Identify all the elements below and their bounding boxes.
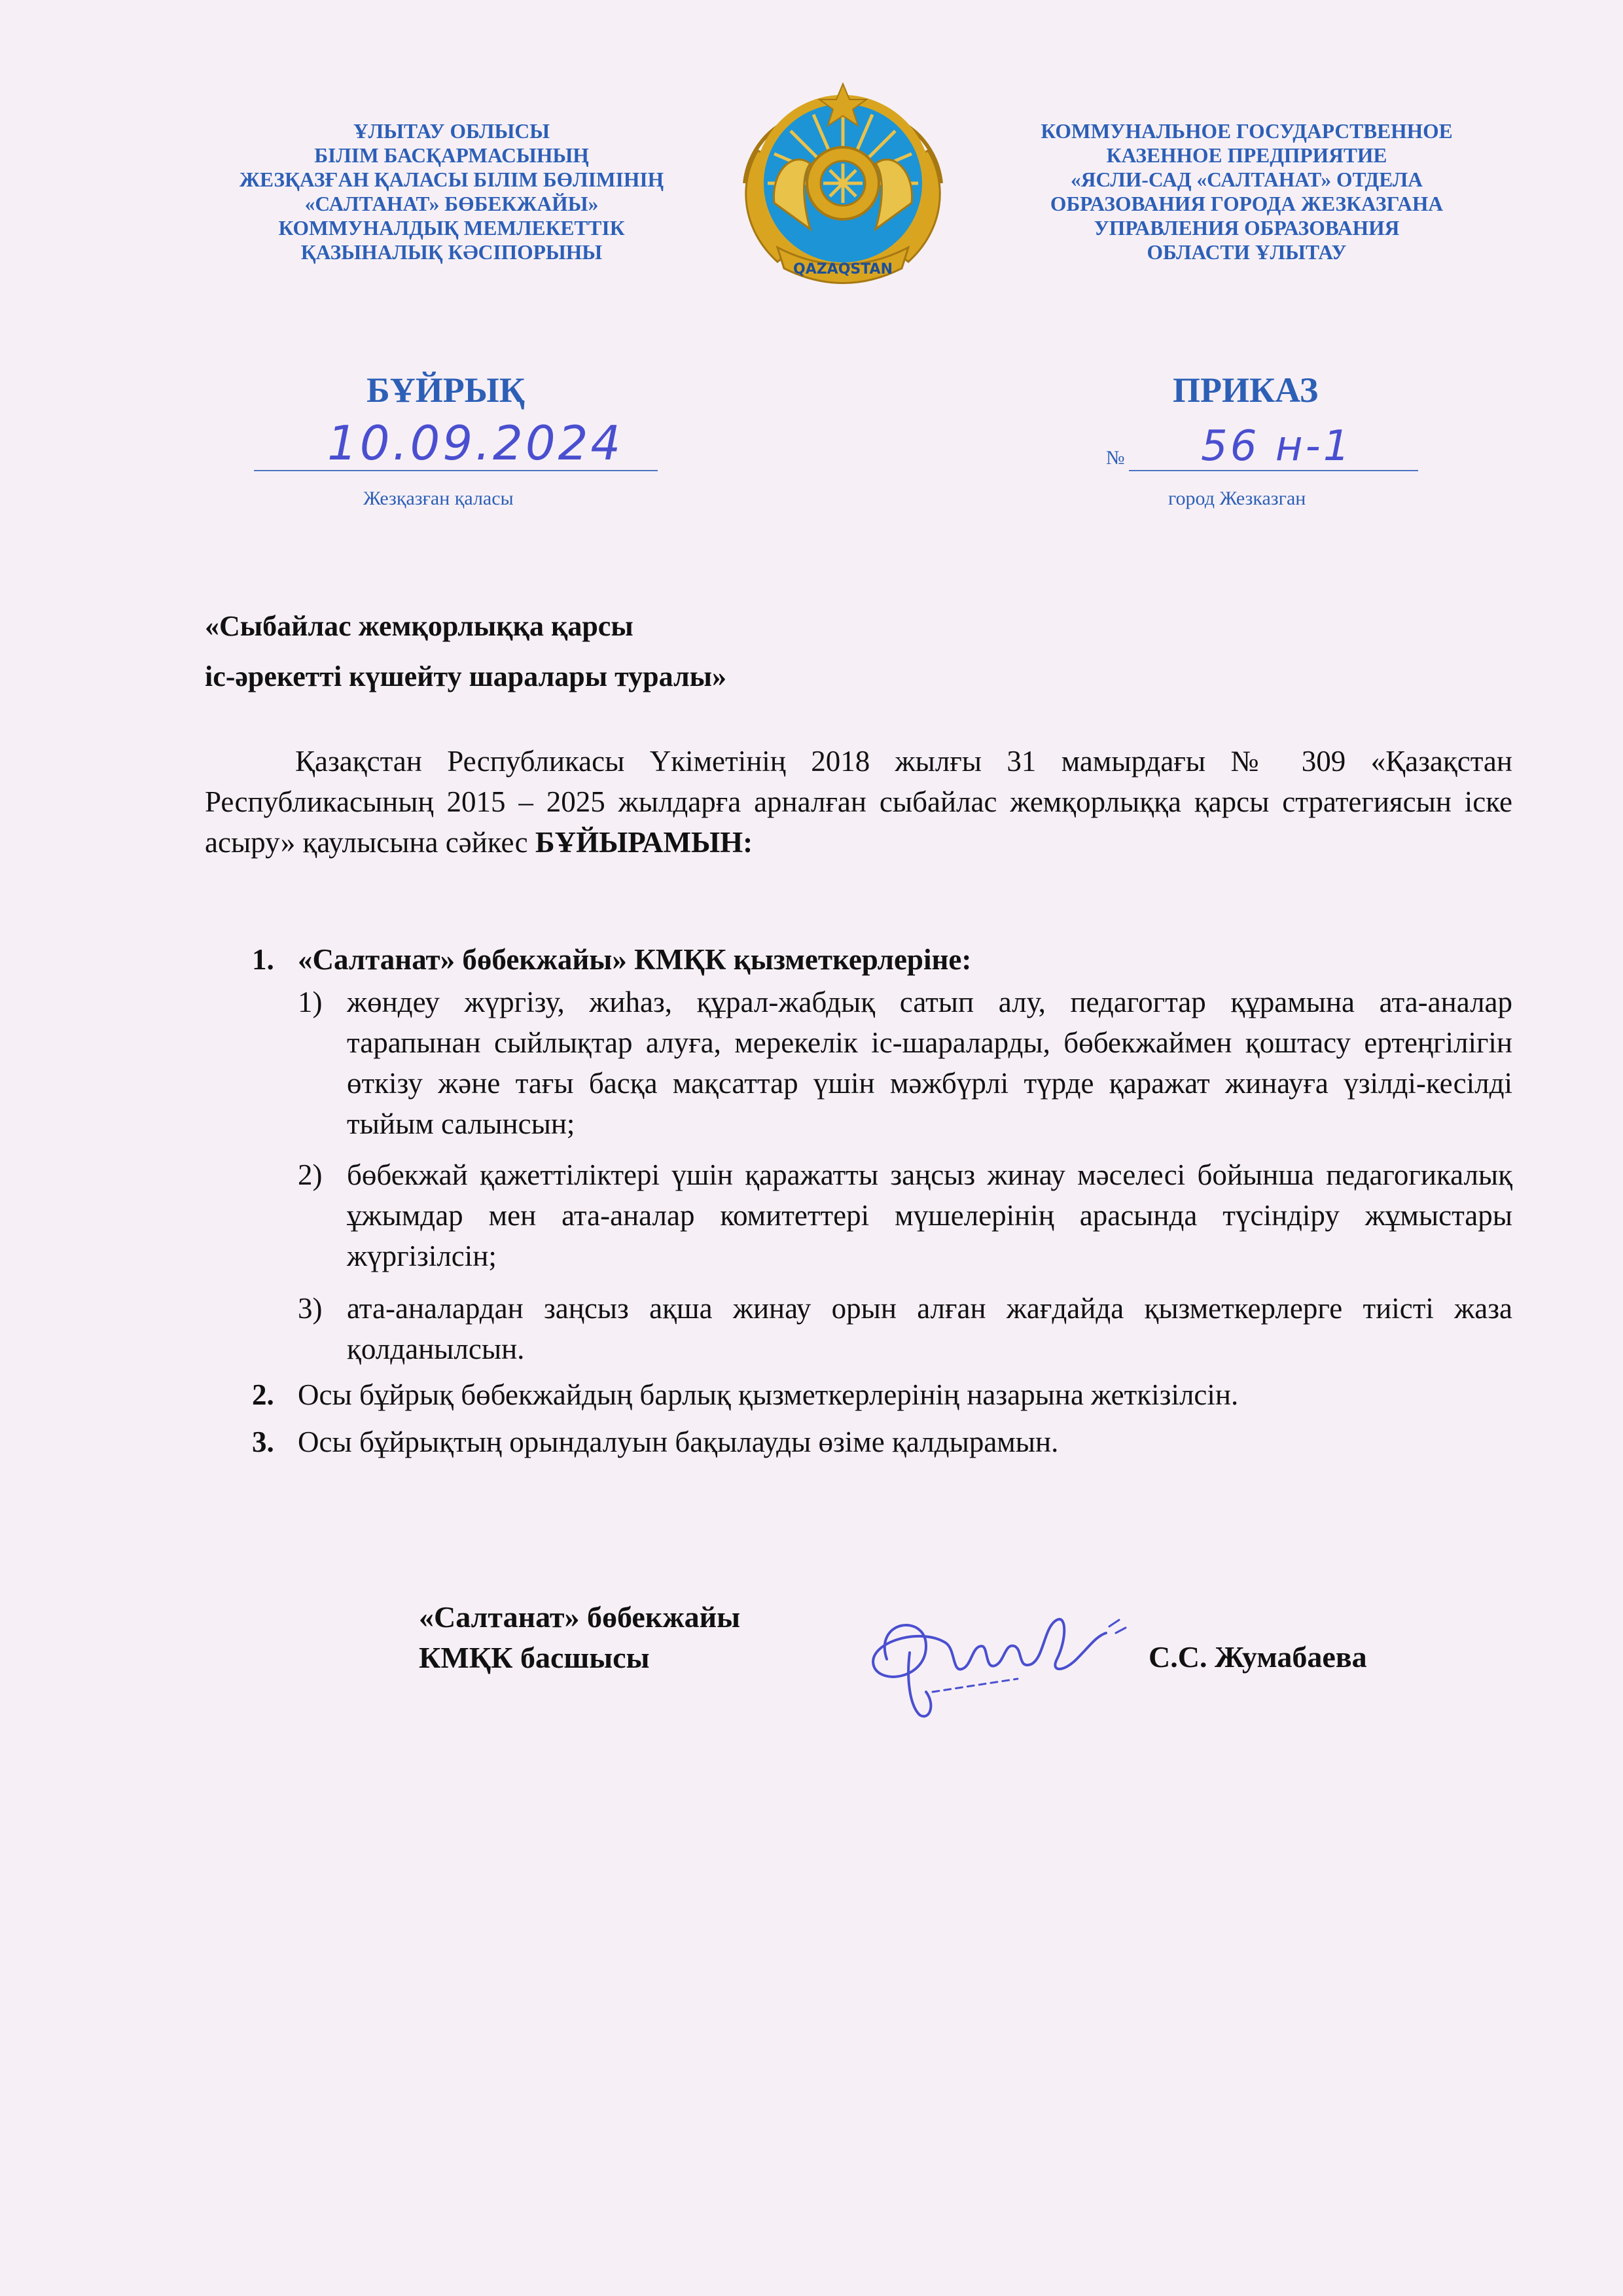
header-kz-line-3: ЖЕЗҚАЗҒАН ҚАЛАСЫ БІЛІМ БӨЛІМІНІҢ — [239, 168, 664, 191]
order-number-sign: № — [1106, 447, 1125, 469]
signatory-line-2: КМҚК басшысы — [419, 1641, 650, 1674]
list-item-3-marker: 3. — [252, 1426, 274, 1458]
handwritten-signature — [847, 1581, 1135, 1731]
order-type-ru: ПРИКАЗ — [1173, 370, 1319, 410]
sub-item-1 — [298, 982, 1512, 1144]
sub-item-1-marker: 1) — [298, 986, 323, 1018]
list-item-2 — [252, 1374, 1515, 1415]
signatory-line-1: «Салтанат» бөбекжайы — [419, 1600, 741, 1634]
preamble-command: БҰЙЫРАМЫН: — [535, 826, 753, 859]
order-title-line-2: іс-әрекетті күшейту шаралары туралы» — [205, 660, 727, 692]
emblem-ribbon-text: QAZAQSTAN — [793, 261, 893, 278]
header-org-kz — [196, 119, 707, 264]
header-ru-line-3: «ЯСЛИ-САД «САЛТАНАТ» ОТДЕЛА — [1070, 168, 1423, 191]
sub-item-3 — [298, 1288, 1512, 1369]
list-item-1 — [252, 939, 1515, 980]
list-item-2-text: Осы бұйрық бөбекжайдың барлық қызметкерлерінің назарына жеткізілсін. — [298, 1378, 1239, 1411]
header-ru-line-2: КАЗЕННОЕ ПРЕДПРИЯТИЕ — [1106, 144, 1387, 167]
header-kz-line-1: ҰЛЫТАУ ОБЛЫСЫ — [353, 120, 550, 143]
signatory-name: С.С. Жумабаева — [1149, 1640, 1367, 1674]
header-kz-line-4: «САЛТАНАТ» БӨБЕКЖАЙЫ» — [304, 192, 599, 215]
header-ru-line-4: ОБРАЗОВАНИЯ ГОРОДА ЖЕЗКАЗГАНА — [1050, 192, 1444, 215]
header-ru-line-6: ОБЛАСТИ ҰЛЫТАУ — [1147, 241, 1347, 264]
date-underline — [254, 470, 658, 471]
preamble-text: Қазақстан Республикасы Үкіметінің 2018 жылғы 31 мамырдағы № 309 «Қазақстан Республикасының 2015 – 2025 жылдарға арналған сыбайлас жемқорлыққа қарсы стратегиясын іске асыру» қаулысына сәйкес — [205, 745, 1512, 859]
order-number: 56 н-1 — [1201, 422, 1353, 471]
place-ru: город Жезказган — [1168, 488, 1306, 509]
sub-item-2-marker: 2) — [298, 1158, 323, 1191]
preamble-paragraph — [205, 741, 1512, 863]
number-underline — [1129, 470, 1418, 471]
order-title-line-1: «Сыбайлас жемқорлыққа қарсы — [205, 610, 633, 642]
list-item-2-marker: 2. — [252, 1378, 274, 1411]
header-ru-line-5: УПРАВЛЕНИЯ ОБРАЗОВАНИЯ — [1094, 217, 1400, 240]
header-kz-line-6: ҚАЗЫНАЛЫҚ КӘСІПОРЫНЫ — [300, 241, 603, 264]
sub-item-1-text: жөндеу жүргізу, жиһаз, құрал-жабдық сатып алу, педагогтар құрамына ата-аналар тарапынан сыйлықтар алуға, мерекелік іс-шараларды, бөбекжаймен қоштасу ертеңгілігін өткізу және тағы басқа мақсаттар үшін мәжбүрлі түрде қаражат жинауға үзілді-кесілді тыйым салынсын; — [347, 986, 1512, 1140]
header-org-ru — [991, 119, 1502, 264]
order-title — [205, 601, 726, 702]
state-emblem-icon — [732, 72, 954, 301]
signatory-position — [419, 1597, 740, 1678]
sub-item-3-marker: 3) — [298, 1292, 323, 1325]
list-item-3 — [252, 1422, 1515, 1462]
sub-item-2-text: бөбекжай қажеттіліктері үшін қаражатты заңсыз жинау мәселесі бойынша педагогикалық ұжымдар мен ата-аналар комитеттері мүшелерінің арасында түсіндіру жұмыстары жүргізілсін; — [347, 1158, 1512, 1272]
list-item-3-text: Осы бұйрықтың орындалуын бақылауды өзіме қалдырамын. — [298, 1426, 1059, 1458]
header-kz-line-5: КОММУНАЛДЫҚ МЕМЛЕКЕТТІК — [278, 217, 625, 240]
header-ru-line-1: КОММУНАЛЬНОЕ ГОСУДАРСТВЕННОЕ — [1041, 120, 1453, 143]
sub-item-3-text: ата-аналардан заңсыз ақша жинау орын алған жағдайда қызметкерлерге тиісті жаза қолданылсын. — [347, 1292, 1512, 1365]
list-item-1-text: «Салтанат» бөбекжайы» КМҚК қызметкерлеріне: — [298, 943, 972, 976]
order-type-kz: БҰЙРЫҚ — [366, 370, 525, 410]
place-kz: Жезқазған қаласы — [363, 488, 514, 509]
header-kz-line-2: БІЛІМ БАСҚАРМАСЫНЫҢ — [314, 144, 589, 167]
order-date: 10.09.2024 — [327, 416, 624, 471]
sub-item-2 — [298, 1155, 1512, 1276]
list-item-1-marker: 1. — [252, 943, 274, 976]
